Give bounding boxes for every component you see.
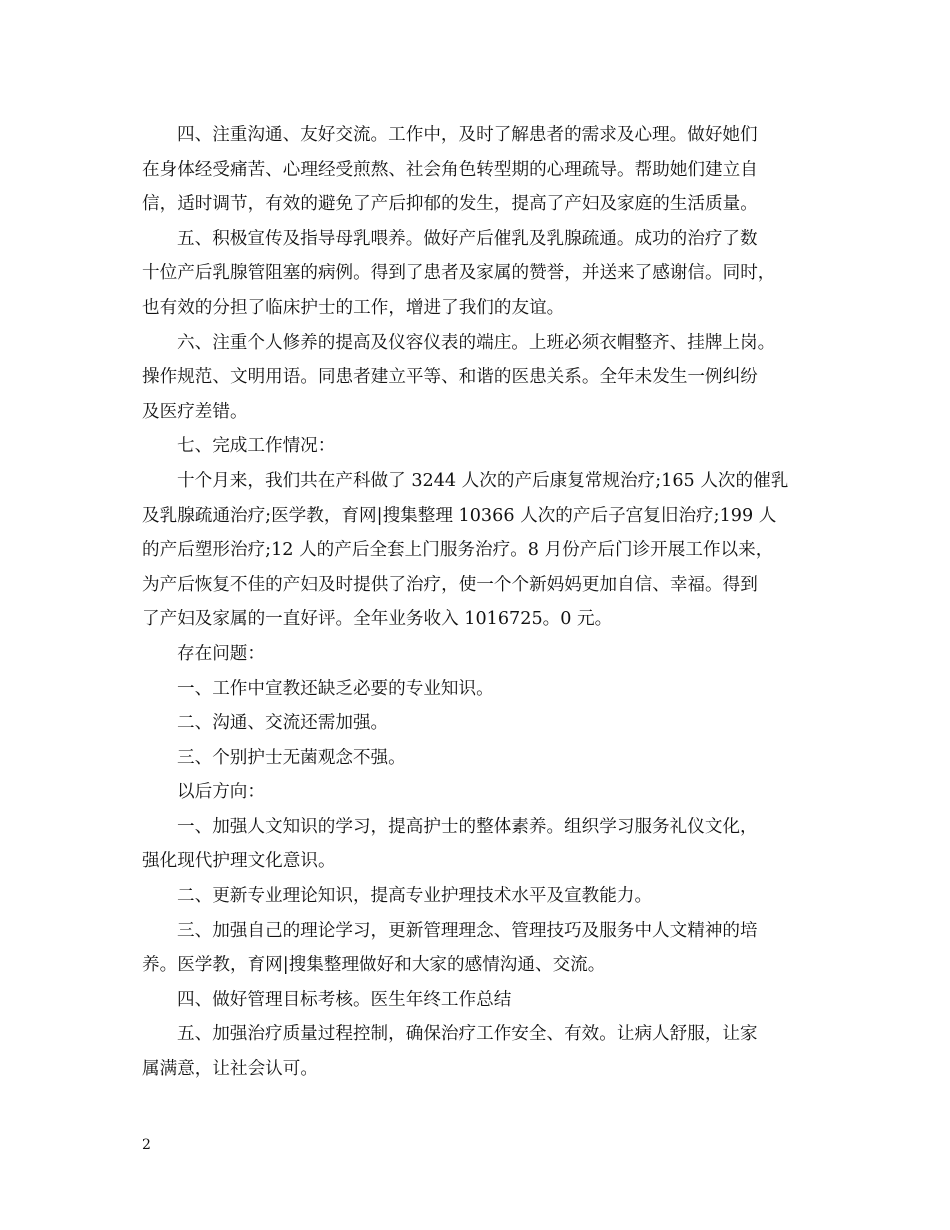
paragraph bbox=[142, 775, 810, 810]
paragraph-line: 强化现代护理文化意识。 bbox=[142, 851, 336, 872]
paragraph-line: 一、加强人文知识的学习，提高护士的整体素养。组织学习服务礼仪文化， bbox=[177, 816, 758, 837]
paragraph-line: 操作规范、文明用语。同患者建立平等、和谐的医患关系。全年未发生一例纠纷 bbox=[142, 367, 758, 388]
paragraph-line: 一、工作中宣教还缺乏必要的专业知识。 bbox=[177, 678, 494, 699]
paragraph bbox=[142, 429, 810, 464]
paragraph-line: 七、完成工作情况： bbox=[177, 436, 336, 457]
paragraph bbox=[142, 983, 810, 1018]
paragraph bbox=[142, 706, 810, 741]
paragraph-line: 属满意，让社会认可。 bbox=[142, 1059, 318, 1080]
paragraph-line: 以后方向： bbox=[177, 782, 265, 803]
paragraph-line: 二、更新专业理论知识，提高专业护理技术水平及宣教能力。 bbox=[177, 886, 653, 907]
paragraph-line: 五、加强治疗质量过程控制，确保治疗工作安全、有效。让病人舒服，让家 bbox=[177, 1024, 758, 1045]
paragraph bbox=[142, 222, 810, 326]
paragraph-line: 六、注重个人修养的提高及仪容仪表的端庄。上班必须衣帽整齐、挂牌上岗。 bbox=[177, 332, 776, 353]
paragraph bbox=[142, 810, 810, 879]
paragraph-line: 四、做好管理目标考核。医生年终工作总结 bbox=[177, 989, 512, 1010]
paragraph-line: 存在问题： bbox=[177, 643, 265, 664]
paragraph bbox=[142, 879, 810, 914]
paragraph-line: 三、加强自己的理论学习，更新管理理念、管理技巧及服务中人文精神的培 bbox=[177, 920, 758, 941]
paragraph-line: 三、个别护士无菌观念不强。 bbox=[177, 747, 406, 768]
paragraph bbox=[142, 672, 810, 707]
paragraph bbox=[142, 1017, 810, 1086]
paragraph bbox=[142, 914, 810, 983]
paragraph bbox=[142, 637, 810, 672]
paragraph bbox=[142, 326, 810, 430]
paragraph bbox=[142, 464, 810, 637]
paragraph-line: 及乳腺疏通治疗;医学教，育网|搜集整理 10366 人次的产后子宫复旧治疗;199 人 bbox=[142, 505, 777, 526]
paragraph-line: 及医疗差错。 bbox=[142, 401, 248, 422]
paragraph-line: 的产后塑形治疗;12 人的产后全套上门服务治疗。8 月份产后门诊开展工作以来， bbox=[142, 540, 774, 561]
paragraph-line: 四、注重沟通、友好交流。工作中，及时了解患者的需求及心理。做好她们 bbox=[177, 125, 758, 145]
paragraph bbox=[142, 741, 810, 776]
paragraph-line: 养。医学教，育网|搜集整理做好和大家的感情沟通、交流。 bbox=[142, 955, 606, 976]
paragraph-line: 信，适时调节，有效的避免了产后抑郁的发生，提高了产妇及家庭的生活质量。 bbox=[142, 194, 758, 215]
paragraph-line: 了产妇及家属的一直好评。全年业务收入 1016725。0 元。 bbox=[142, 609, 613, 630]
paragraph-line: 在身体经受痛苦、心理经受煎熬、社会角色转型期的心理疏导。帮助她们建立自 bbox=[142, 159, 758, 180]
paragraph-line: 二、沟通、交流还需加强。 bbox=[177, 713, 389, 734]
paragraph-line: 为产后恢复不佳的产妇及时提供了治疗，使一个个新妈妈更加自信、幸福。得到 bbox=[142, 574, 758, 595]
page-number: 2 bbox=[142, 1137, 151, 1153]
document-body bbox=[142, 118, 810, 1087]
paragraph-line: 五、积极宣传及指导母乳喂养。做好产后催乳及乳腺疏通。成功的治疗了数 bbox=[177, 228, 758, 249]
paragraph-line: 十位产后乳腺管阻塞的病例。得到了患者及家属的赞誉，并送来了感谢信。同时， bbox=[142, 263, 776, 284]
paragraph-line: 也有效的分担了临床护士的工作，增进了我们的友谊。 bbox=[142, 297, 565, 318]
paragraph-line: 十个月来，我们共在产科做了 3244 人次的产后康复常规治疗;165 人次的催乳 bbox=[177, 470, 789, 491]
paragraph bbox=[142, 118, 810, 222]
